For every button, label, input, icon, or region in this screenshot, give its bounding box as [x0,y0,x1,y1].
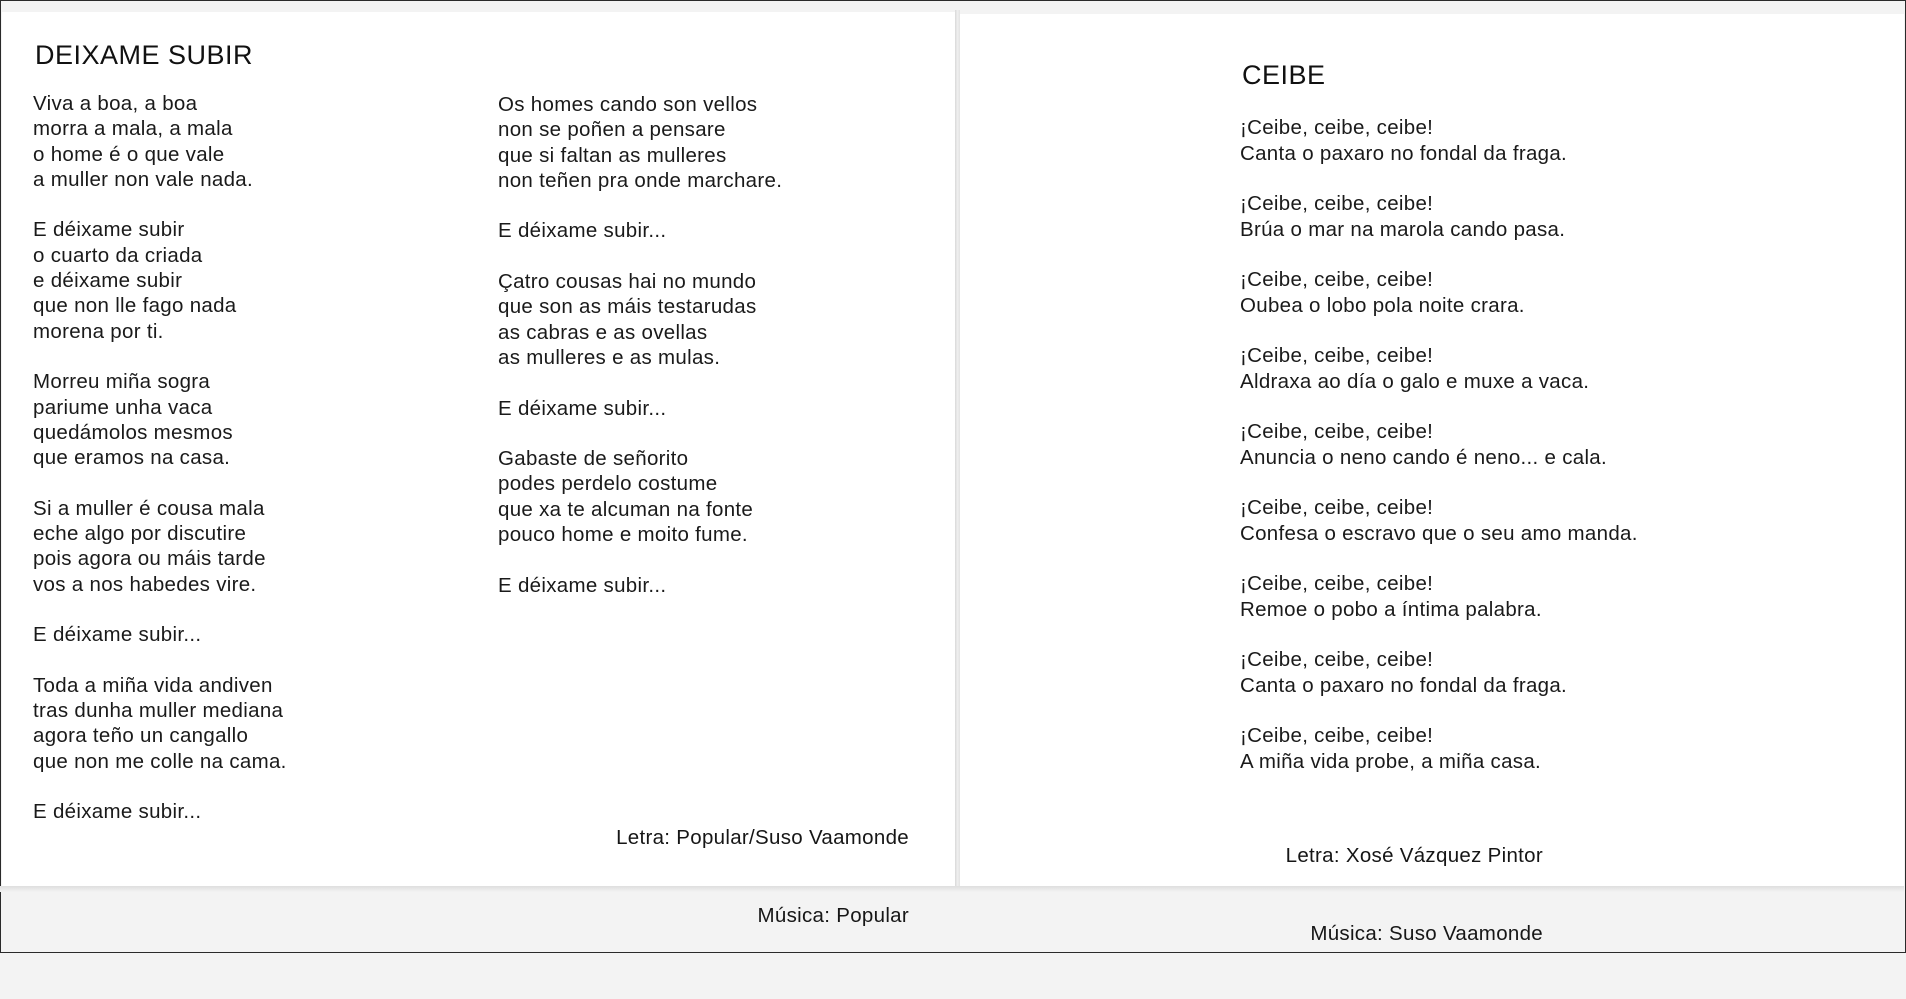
lyric-line: Confesa o escravo que o seu amo manda. [1240,521,1638,545]
lyric-line: que son as máis testarudas [498,295,757,319]
song-title-ceibe: CEIBE [1242,60,1326,90]
lyric-line: que non me colle na cama. [33,749,287,773]
lyric-line: pariume unha vaca [33,395,213,419]
lyric-line: o home é o que vale [33,142,225,166]
page-bottom-shadow [0,886,1904,892]
stanza [33,622,287,647]
lyric-line: Aldraxa ao día o galo e muxe a vaca. [1240,369,1590,393]
stanza [33,91,287,192]
stanza [1240,647,1638,698]
lyrics-credit: Letra: Popular/Suso Vaamonde [616,826,909,849]
lyric-line: Remoe o pobo a íntima palabra. [1240,597,1542,621]
lyric-line: ¡Ceibe, ceibe, ceibe! [1240,344,1434,367]
stanza [1240,723,1638,774]
lyric-line: quedámolos mesmos [33,420,233,444]
lyric-line: Si a muller é cousa mala [33,496,265,520]
stanza [33,496,287,597]
lyric-line: E déixame subir... [33,800,202,824]
credits-ceibe [1286,791,1543,999]
lyric-line: Canta o paxaro no fondal da fraga. [1240,141,1568,165]
stanza [33,369,287,470]
music-credit: Música: Suso Vaamonde [1310,922,1543,945]
stanza [1240,571,1638,622]
lyric-line: ¡Ceibe, ceibe, ceibe! [1240,268,1434,291]
lyrics-credit: Letra: Xosé Vázquez Pintor [1285,844,1543,867]
lyric-line: ¡Ceibe, ceibe, ceibe! [1240,116,1434,139]
lyric-line: Toda a miña vida andiven [33,673,273,697]
lyric-line: que eramos na casa. [33,446,231,470]
lyric-line: ¡Ceibe, ceibe, ceibe! [1240,496,1434,519]
lyric-line: Çatro cousas hai no mundo [498,270,757,294]
stanza [1240,419,1638,470]
lyric-line: Brúa o mar na marola cando pasa. [1240,217,1566,241]
stanza [33,799,287,824]
lyric-line: que xa te alcuman na fonte [498,497,754,521]
lyric-line: ¡Ceibe, ceibe, ceibe! [1240,648,1434,671]
lyric-line: podes perdelo costume [498,472,718,496]
lyric-line: E déixame subir... [498,396,667,420]
lyric-line: Anuncia o neno cando é neno... e cala. [1240,445,1608,469]
stanza [33,673,287,774]
lyric-line: as cabras e as ovellas [498,320,708,344]
lyric-line: ¡Ceibe, ceibe, ceibe! [1240,724,1434,747]
lyric-line: ¡Ceibe, ceibe, ceibe! [1240,572,1434,595]
lyric-line: eche algo por discutire [33,522,247,546]
lyric-line: a muller non vale nada. [33,167,254,191]
right-page [960,14,1904,945]
credits-deixame-subir [616,773,909,981]
lyrics-column-2 [498,92,782,623]
lyric-line: non teñen pra onde marchare. [498,168,783,192]
lyric-line: ¡Ceibe, ceibe, ceibe! [1240,192,1434,215]
lyric-line: ¡Ceibe, ceibe, ceibe! [1240,420,1434,443]
stanza [1240,115,1638,166]
lyric-line: E déixame subir [33,218,185,242]
lyric-line: E déixame subir... [33,623,202,647]
lyric-line: morena por ti. [33,319,164,343]
stanza [498,396,782,421]
stanza [1240,191,1638,242]
lyric-line: non se poñen a pensare [498,118,726,142]
lyric-line: pois agora ou máis tarde [33,547,266,571]
stanza [1240,343,1638,394]
lyrics-column-1 [33,91,287,850]
stanza [1240,267,1638,318]
lyric-line: e déixame subir [33,269,183,293]
lyric-line: E déixame subir... [498,219,667,243]
lyric-line: pouco home e moito fume. [498,523,748,547]
lyric-line: Canta o paxaro no fondal da fraga. [1240,673,1568,697]
lyric-line: Viva a boa, a boa [33,92,198,115]
lyric-line: agora teño un cangallo [33,724,249,748]
music-credit: Música: Popular [757,904,909,927]
lyric-line: as mulleres e as mulas. [498,345,721,369]
stanza [498,269,782,370]
lyric-line: que non lle fago nada [33,294,237,318]
song-title-deixame-subir: DEIXAME SUBIR [35,40,254,70]
stanza [33,217,287,343]
lyric-line: Oubea o lobo pola noite crara. [1240,293,1525,317]
lyric-line: Gabaste de señorito [498,447,689,471]
lyric-line: E déixame subir... [498,573,667,597]
stanza [498,92,782,193]
lyric-line: Morreu miña sogra [33,370,211,394]
lyric-line: tras dunha muller mediana [33,699,284,723]
lyric-line: Os homes cando son vellos [498,93,758,116]
left-page [2,12,955,927]
stanza [498,218,782,243]
lyric-line: o cuarto da criada [33,243,203,267]
stanza [1240,495,1638,546]
lyrics-ceibe [1240,115,1638,799]
stanza [498,573,782,598]
lyric-line: que si faltan as mulleres [498,143,727,167]
stanza [498,446,782,547]
lyric-line: vos a nos habedes vire. [33,572,257,596]
lyric-line: morra a mala, a mala [33,117,233,141]
lyric-line: A miña vida probe, a miña casa. [1240,749,1542,773]
